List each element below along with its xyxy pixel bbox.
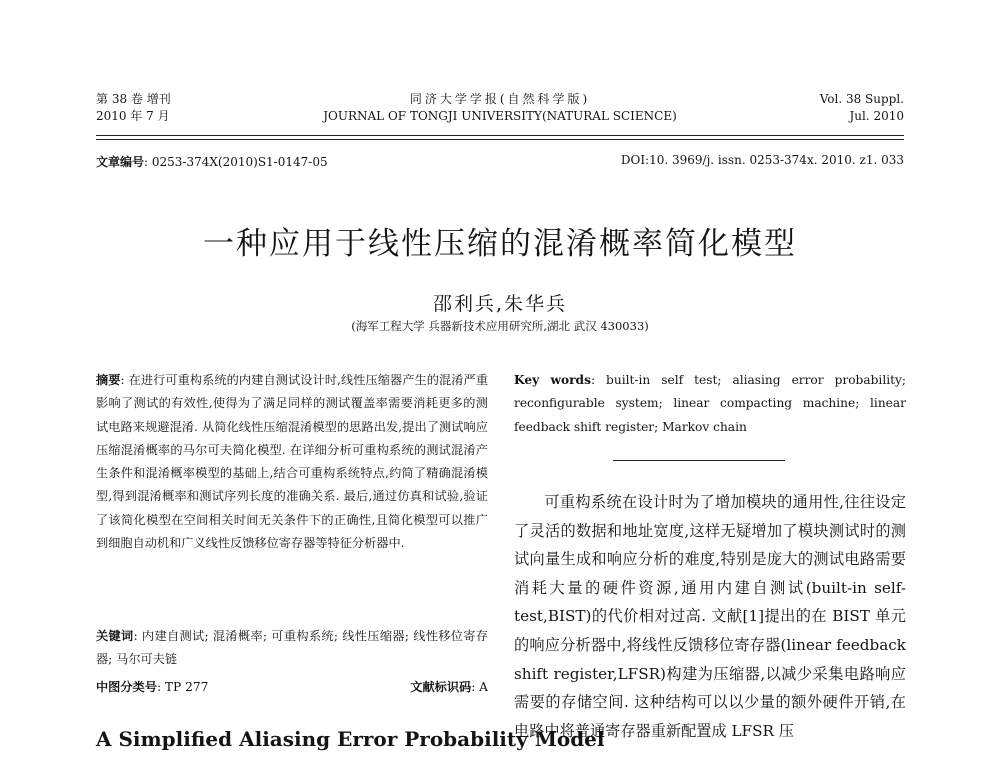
header-date-en: Jul. 2010 (849, 109, 904, 123)
section-divider (613, 460, 785, 461)
article-number-value: : 0253-374X(2010)S1-0147-05 (144, 155, 328, 169)
abstract-cn (96, 369, 488, 555)
header-volume-en: Vol. 38 Suppl. (819, 92, 904, 106)
keywords-cn (96, 625, 488, 672)
doc-code-label: 文献标识码 (410, 680, 472, 694)
header-date-cn: 2010 年 7 月 (96, 109, 170, 123)
classification-line (96, 677, 488, 697)
abstract-text: : 在进行可重构系统的内建自测试设计时,线性压缩器产生的混淆严重影响了测试的有效性,使得为了满足同样的测试覆盖率需要消耗更多的测试电路来规避混淆. 从简化线性压缩混淆模型的思路出发,提出了测试响应压缩混淆概率的马尔可夫简化模型. 在详细分析可重构系统的测试混淆产生条件和混淆概率模型的基础上,结合可重构系统特点,约简了精确混淆模型,得到混淆概率和测试序列长度的准确关系. 最后,通过仿真和试验,验证了该简化模型在空间相关时间无关条件下的正确性,且简化模型可以推广到细胞自动机和广义线性反馈移位寄存器等特征分析器中. (96, 373, 489, 551)
doc-code-value: : A (471, 680, 488, 694)
abstract-label: 摘要 (96, 373, 121, 387)
article-number-label: 文章编号 (96, 155, 145, 169)
header-rule-bottom (96, 139, 904, 140)
header-rule-top (96, 135, 904, 136)
header-volume-cn: 第 38 卷 增刊 (96, 92, 171, 106)
header-left (96, 91, 171, 125)
clc-label: 中图分类号 (96, 680, 157, 694)
keywords-cn-label: 关键词 (96, 629, 134, 643)
affiliation: (海军工程大学 兵器新技术应用研究所,湖北 武汉 430033) (351, 319, 649, 333)
keywords-cn-text: : 内建自测试; 混淆概率; 可重构系统; 线性压缩器; 线性移位寄存器; 马尔可夫链 (96, 629, 489, 667)
journal-name-en: JOURNAL OF TONGJI UNIVERSITY(NATURAL SCIENCE) (323, 109, 677, 123)
document-code (410, 677, 488, 697)
journal-name-cn: 同济大学学报(自然科学版) (409, 92, 591, 106)
authors: 邵利兵,朱华兵 (432, 293, 568, 315)
body-paragraph: 可重构系统在设计时为了增加模块的通用性,往往设定了灵活的数据和地址宽度,这样无疑增加了模块测试时的测试向量生成和响应分析的难度,特别是庞大的测试电路需要消耗大量的硬件资源,通用内建自测试(built-in self-test,BIST)的代价相对过高. 文献[1]提出的在 BIST 单元的响应分析器中,将线性反馈移位寄存器(linear feedback shift register,LFSR)构建为压缩器,以减少采集电路响应需要的存储空间. 这种结构可以以少量的额外硬件开销,在电路中将普通寄存器重新配置成 LFSR 压 (514, 493, 906, 740)
header-journal (250, 91, 750, 125)
english-title: A Simplified Aliasing Error Probability Model (96, 727, 605, 751)
keywords-en-text: : built-in self test; aliasing error probability; reconfigurable system; linear compacting machine; linear feedback shift register; Markov chain (514, 373, 907, 434)
article-number (96, 153, 328, 170)
keywords-en (514, 369, 906, 439)
header-right (820, 91, 904, 125)
paper-title: 一种应用于线性压缩的混淆概率简化模型 (203, 226, 797, 262)
keywords-en-label: Key words (514, 373, 591, 387)
doi: DOI:10. 3969/j. issn. 0253-374x. 2010. z1. 033 (620, 153, 904, 167)
clc-value: : TP 277 (156, 680, 209, 694)
